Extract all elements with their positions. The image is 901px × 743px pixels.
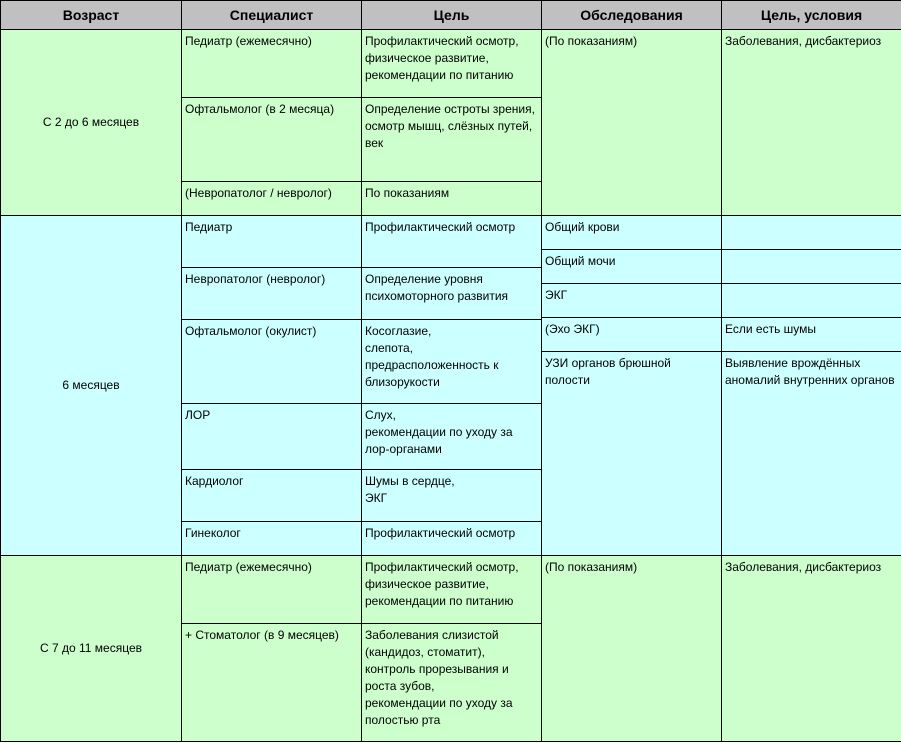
exam-goal-cell: Заболевания, дисбактериоз <box>722 556 901 742</box>
specialist-cell: Педиатр (ежемесячно) <box>182 556 362 624</box>
age-cell: 6 месяцев <box>1 216 182 556</box>
goal-cell: По показаниям <box>362 182 542 216</box>
goal-cell: Заболевания слизистой (кандидоз, стоматит), контроль прорезывания и роста зубов, рекомендации по уходу за полостью рта <box>362 624 542 742</box>
exam-cell: УЗИ органов брюшной полости <box>542 352 722 556</box>
exam-goal-cell: Если есть шумы <box>722 318 901 352</box>
header-goal: Цель <box>362 1 542 30</box>
goal-cell: Шумы в сердце, ЭКГ <box>362 470 542 522</box>
specialist-cell: Офтальмолог (в 2 месяца) <box>182 98 362 182</box>
goal-cell: Слух, рекомендации по уходу за лор-органами <box>362 404 542 470</box>
table-row <box>1 216 901 250</box>
specialist-cell: Кардиолог <box>182 470 362 522</box>
exam-goal-cell <box>722 250 901 284</box>
exam-cell: ЭКГ <box>542 284 722 318</box>
exam-goal-cell <box>722 284 901 318</box>
goal-cell: Профилактический осмотр, физическое развитие, рекомендации по питанию <box>362 556 542 624</box>
goal-cell: Косоглазие, слепота, предрасположенность к близорукости <box>362 320 542 404</box>
specialist-cell: (Невропатолог / невролог) <box>182 182 362 216</box>
exam-goal-cell <box>722 216 901 250</box>
exam-cell: Общий крови <box>542 216 722 250</box>
exam-goal-cell: Выявление врождённых аномалий внутренних органов <box>722 352 901 556</box>
goal-cell: Определение остроты зрения, осмотр мышц, слёзных путей, век <box>362 98 542 182</box>
header-row <box>1 1 901 30</box>
exam-cell: Общий мочи <box>542 250 722 284</box>
specialist-cell: Невропатолог (невролог) <box>182 268 362 320</box>
table-row <box>1 30 901 98</box>
age-cell: С 7 до 11 месяцев <box>1 556 182 742</box>
header-specialist: Специалист <box>182 1 362 30</box>
specialist-cell: Офтальмолог (окулист) <box>182 320 362 404</box>
goal-cell: Профилактический осмотр, физическое развитие, рекомендации по питанию <box>362 30 542 98</box>
goal-cell: Определение уровня психомоторного развития <box>362 268 542 320</box>
goal-cell: Профилактический осмотр <box>362 522 542 556</box>
specialist-cell: Гинеколог <box>182 522 362 556</box>
header-exam-goal: Цель, условия <box>722 1 901 30</box>
exam-cell: (По показаниям) <box>542 556 722 742</box>
specialist-cell: + Стоматолог (в 9 месяцев) <box>182 624 362 742</box>
specialist-cell: Педиатр (ежемесячно) <box>182 30 362 98</box>
age-cell: С 2 до 6 месяцев <box>1 30 182 216</box>
table-row <box>1 556 901 624</box>
exam-goal-cell: Заболевания, дисбактериоз <box>722 30 901 216</box>
header-age: Возраст <box>1 1 182 30</box>
exam-cell: (Эхо ЭКГ) <box>542 318 722 352</box>
specialist-cell: Педиатр <box>182 216 362 268</box>
goal-cell: Профилактический осмотр <box>362 216 542 268</box>
exam-cell: (По показаниям) <box>542 30 722 216</box>
specialist-cell: ЛОР <box>182 404 362 470</box>
header-exams: Обследования <box>542 1 722 30</box>
